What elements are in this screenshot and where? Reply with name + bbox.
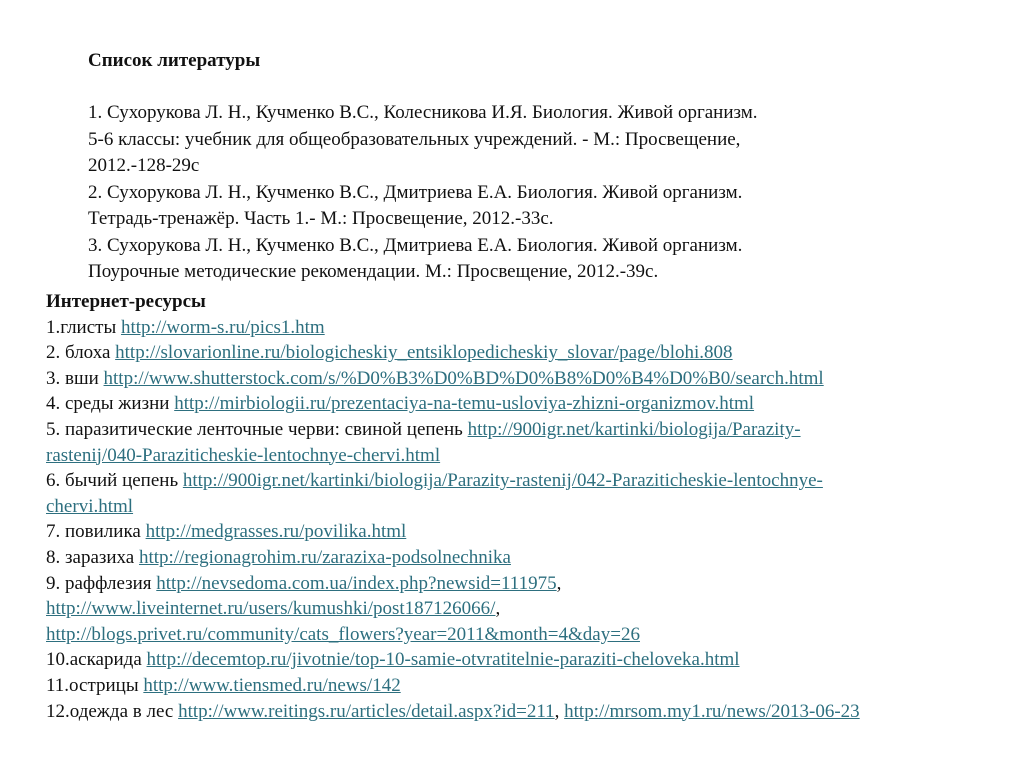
separator: , xyxy=(554,700,565,722)
bibliography-line: 5-6 классы: учебник для общеобразовательных учреждений. - М.: Просвещение, xyxy=(88,128,741,150)
resource-link[interactable]: http://blogs.privet.ru/community/cats_flowers?year=2011&month=4&day=26 xyxy=(46,623,640,645)
resource-link[interactable]: http://900igr.net/kartinki/biologija/Parazity- xyxy=(467,418,801,440)
separator: , xyxy=(556,572,562,594)
resource-item xyxy=(46,647,986,673)
resource-link[interactable]: http://www.liveinternet.ru/users/kumushki/post187126066/ xyxy=(46,598,496,620)
resource-link[interactable]: http://regionagrohim.ru/zarazixa-podsolnechnika xyxy=(138,546,511,568)
resource-label: 11.острицы xyxy=(46,674,144,696)
bibliography-line: 2012.-128-29с xyxy=(88,155,200,176)
resource-link[interactable]: http://www.reitings.ru/articles/detail.aspx?id=211 xyxy=(178,700,555,722)
bibliography-line: Тетрадь-тренажёр. Часть 1.- М.: Просвещение, 2012.-33с. xyxy=(88,208,554,229)
bibliography-section xyxy=(88,50,968,286)
resource-item xyxy=(46,571,986,597)
resource-label: 7. повилика xyxy=(46,521,146,543)
resource-label: 6. бычий цепень xyxy=(46,470,183,492)
resource-link[interactable]: http://mirbiologii.ru/prezentaciya-na-temu-usloviya-zhizni-organizmov.html xyxy=(174,393,755,415)
resource-link[interactable]: http://slovarionline.ru/biologicheskiy_entsiklopedicheskiy_slovar/page/blohi.808 xyxy=(115,342,733,364)
resource-label: 2. блоха xyxy=(46,342,116,364)
resource-link[interactable]: http://decemtop.ru/jivotnie/top-10-samie-otvratitelnie-paraziti-cheloveka.html xyxy=(146,649,740,671)
resource-link[interactable]: http://www.tiensmed.ru/news/142 xyxy=(143,674,401,696)
resource-item xyxy=(46,673,986,699)
resource-item xyxy=(46,417,986,443)
resource-label: 5. паразитические ленточные черви: свиной цепень xyxy=(46,418,468,440)
bibliography-title: Список литературы xyxy=(88,50,261,71)
resource-item-continuation xyxy=(46,596,986,622)
separator: , xyxy=(495,598,501,620)
internet-resources-section xyxy=(46,289,986,724)
resource-label: 3. вши xyxy=(46,367,104,389)
resource-item xyxy=(46,545,986,571)
resource-label: 10.аскарида xyxy=(46,649,147,671)
resource-label: 9. раффлезия xyxy=(46,572,157,594)
resource-label: 12.одежда в лес xyxy=(46,700,179,722)
resource-item-continuation xyxy=(46,443,986,469)
bibliography-line: Поурочные методические рекомендации. М.: Просвещение, 2012.-39с. xyxy=(88,261,659,282)
resource-link-continuation[interactable]: chervi.html xyxy=(46,495,134,517)
bibliography-line: 2. Сухорукова Л. Н., Кучменко В.С., Дмитриева Е.А. Биология. Живой организм. xyxy=(88,181,743,203)
resource-item xyxy=(46,519,986,545)
resource-link-secondary[interactable]: http://mrsom.my1.ru/news/2013-06-23 xyxy=(564,700,860,722)
bibliography-line: 1. Сухорукова Л. Н., Кучменко В.С., Колесникова И.Я. Биология. Живой организм. xyxy=(88,102,758,123)
resource-label: 4. среды жизни xyxy=(46,393,175,415)
resource-label: 8. заразиха xyxy=(46,546,139,568)
resource-link[interactable]: http://900igr.net/kartinki/biologija/Parazity-rastenij/042-Paraziticheskie-lentochnye- xyxy=(182,470,823,492)
resource-link[interactable]: http://nevsedoma.com.ua/index.php?newsid=111975 xyxy=(156,572,557,594)
resource-item xyxy=(46,699,986,725)
resource-item xyxy=(46,468,986,494)
bibliography-line: 3. Сухорукова Л. Н., Кучменко В.С., Дмитриева Е.А. Биология. Живой организм. xyxy=(88,234,743,256)
resource-label: 1.глисты xyxy=(46,316,121,338)
resource-item xyxy=(46,391,986,417)
resource-item xyxy=(46,366,986,392)
resource-link[interactable]: http://worm-s.ru/pics1.htm xyxy=(120,316,325,338)
resource-item-continuation xyxy=(46,622,986,648)
internet-resources-title: Интернет-ресурсы xyxy=(46,291,206,312)
resource-link[interactable]: http://www.shutterstock.com/s/%D0%B3%D0%BD%D0%B8%D0%B4%D0%B0/search.html xyxy=(103,367,824,389)
resource-item xyxy=(46,340,986,366)
resource-item-continuation xyxy=(46,494,986,520)
resource-item xyxy=(46,315,986,341)
resource-link[interactable]: http://medgrasses.ru/povilika.html xyxy=(145,521,407,543)
resource-link-continuation[interactable]: rastenij/040-Paraziticheskie-lentochnye-chervi.html xyxy=(46,444,441,466)
